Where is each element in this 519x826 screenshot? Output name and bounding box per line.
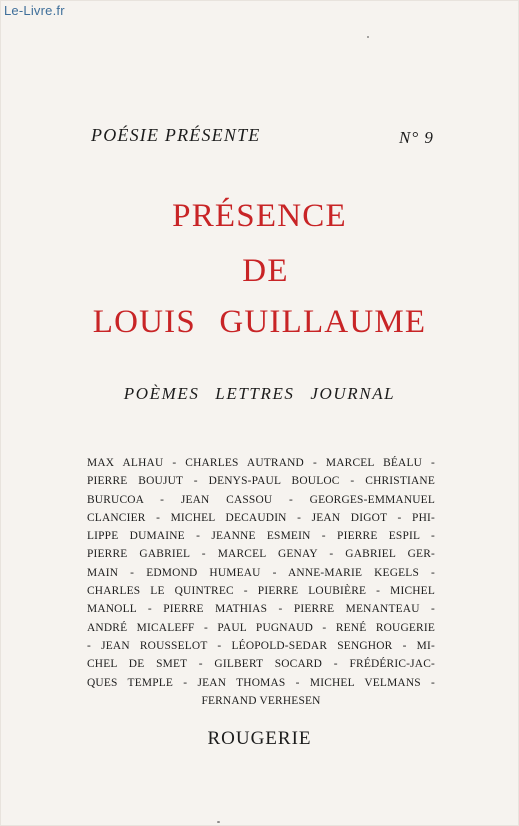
title-line-2: DE xyxy=(242,253,289,289)
issue-number: N° 9 xyxy=(399,128,434,147)
contributor-line: MAX ALHAU - CHARLES AUTRAND - MARCEL BÉALU - xyxy=(87,457,435,469)
series-name: POÉSIE PRÉSENTE xyxy=(91,125,261,145)
title-line-3: LOUIS GUILLAUME xyxy=(92,304,427,340)
contributor-line: BURUCOA - JEAN CASSOU - GEORGES-EMMANUEL xyxy=(87,493,435,506)
subtitle: POÈMES LETTRES JOURNAL xyxy=(123,384,396,403)
contributor-line: MAIN - EDMOND HUMEAU - ANNE-MARIE KEGELS - xyxy=(87,566,435,579)
contributor-line: CHEL DE SMET - GILBERT SOCARD - FRÉDÉRIC-JAC- xyxy=(87,658,435,671)
contributor-line: CLANCIER - MICHEL DECAUDIN - JEAN DIGOT - PHI- xyxy=(87,511,435,524)
contributor-line: MANOLL - PIERRE MATHIAS - PIERRE MENANTEAU - xyxy=(87,603,435,616)
contributor-line: FERNAND VERHESEN xyxy=(201,694,321,707)
contributor-line: QUES TEMPLE - JEAN THOMAS - MICHEL VELMANS - xyxy=(87,676,435,689)
paper-speck xyxy=(367,36,369,38)
contributor-line: PIERRE BOUJUT - DENYS-PAUL BOULOC - CHRISTIANE xyxy=(87,475,435,488)
title-line-1: PRÉSENCE xyxy=(172,198,347,234)
watermark-label: Le-Livre.fr xyxy=(4,3,65,18)
paper-speck xyxy=(217,821,220,823)
contributor-line: CHARLES LE QUINTREC - PIERRE LOUBIÈRE - MICHEL xyxy=(87,585,435,598)
contributor-line: - JEAN ROUSSELOT - LÉOPOLD-SEDAR SENGHOR - MI- xyxy=(87,639,435,652)
publisher-name: ROUGERIE xyxy=(207,728,312,749)
contributor-line: PIERRE GABRIEL - MARCEL GENAY - GABRIEL GER- xyxy=(87,548,435,561)
contributor-line: ANDRÉ MICALEFF - PAUL PUGNAUD - RENÉ ROUGERIE xyxy=(87,621,435,634)
contributor-line: LIPPE DUMAINE - JEANNE ESMEIN - PIERRE ESPIL - xyxy=(87,530,435,543)
contributor-list xyxy=(87,454,435,710)
